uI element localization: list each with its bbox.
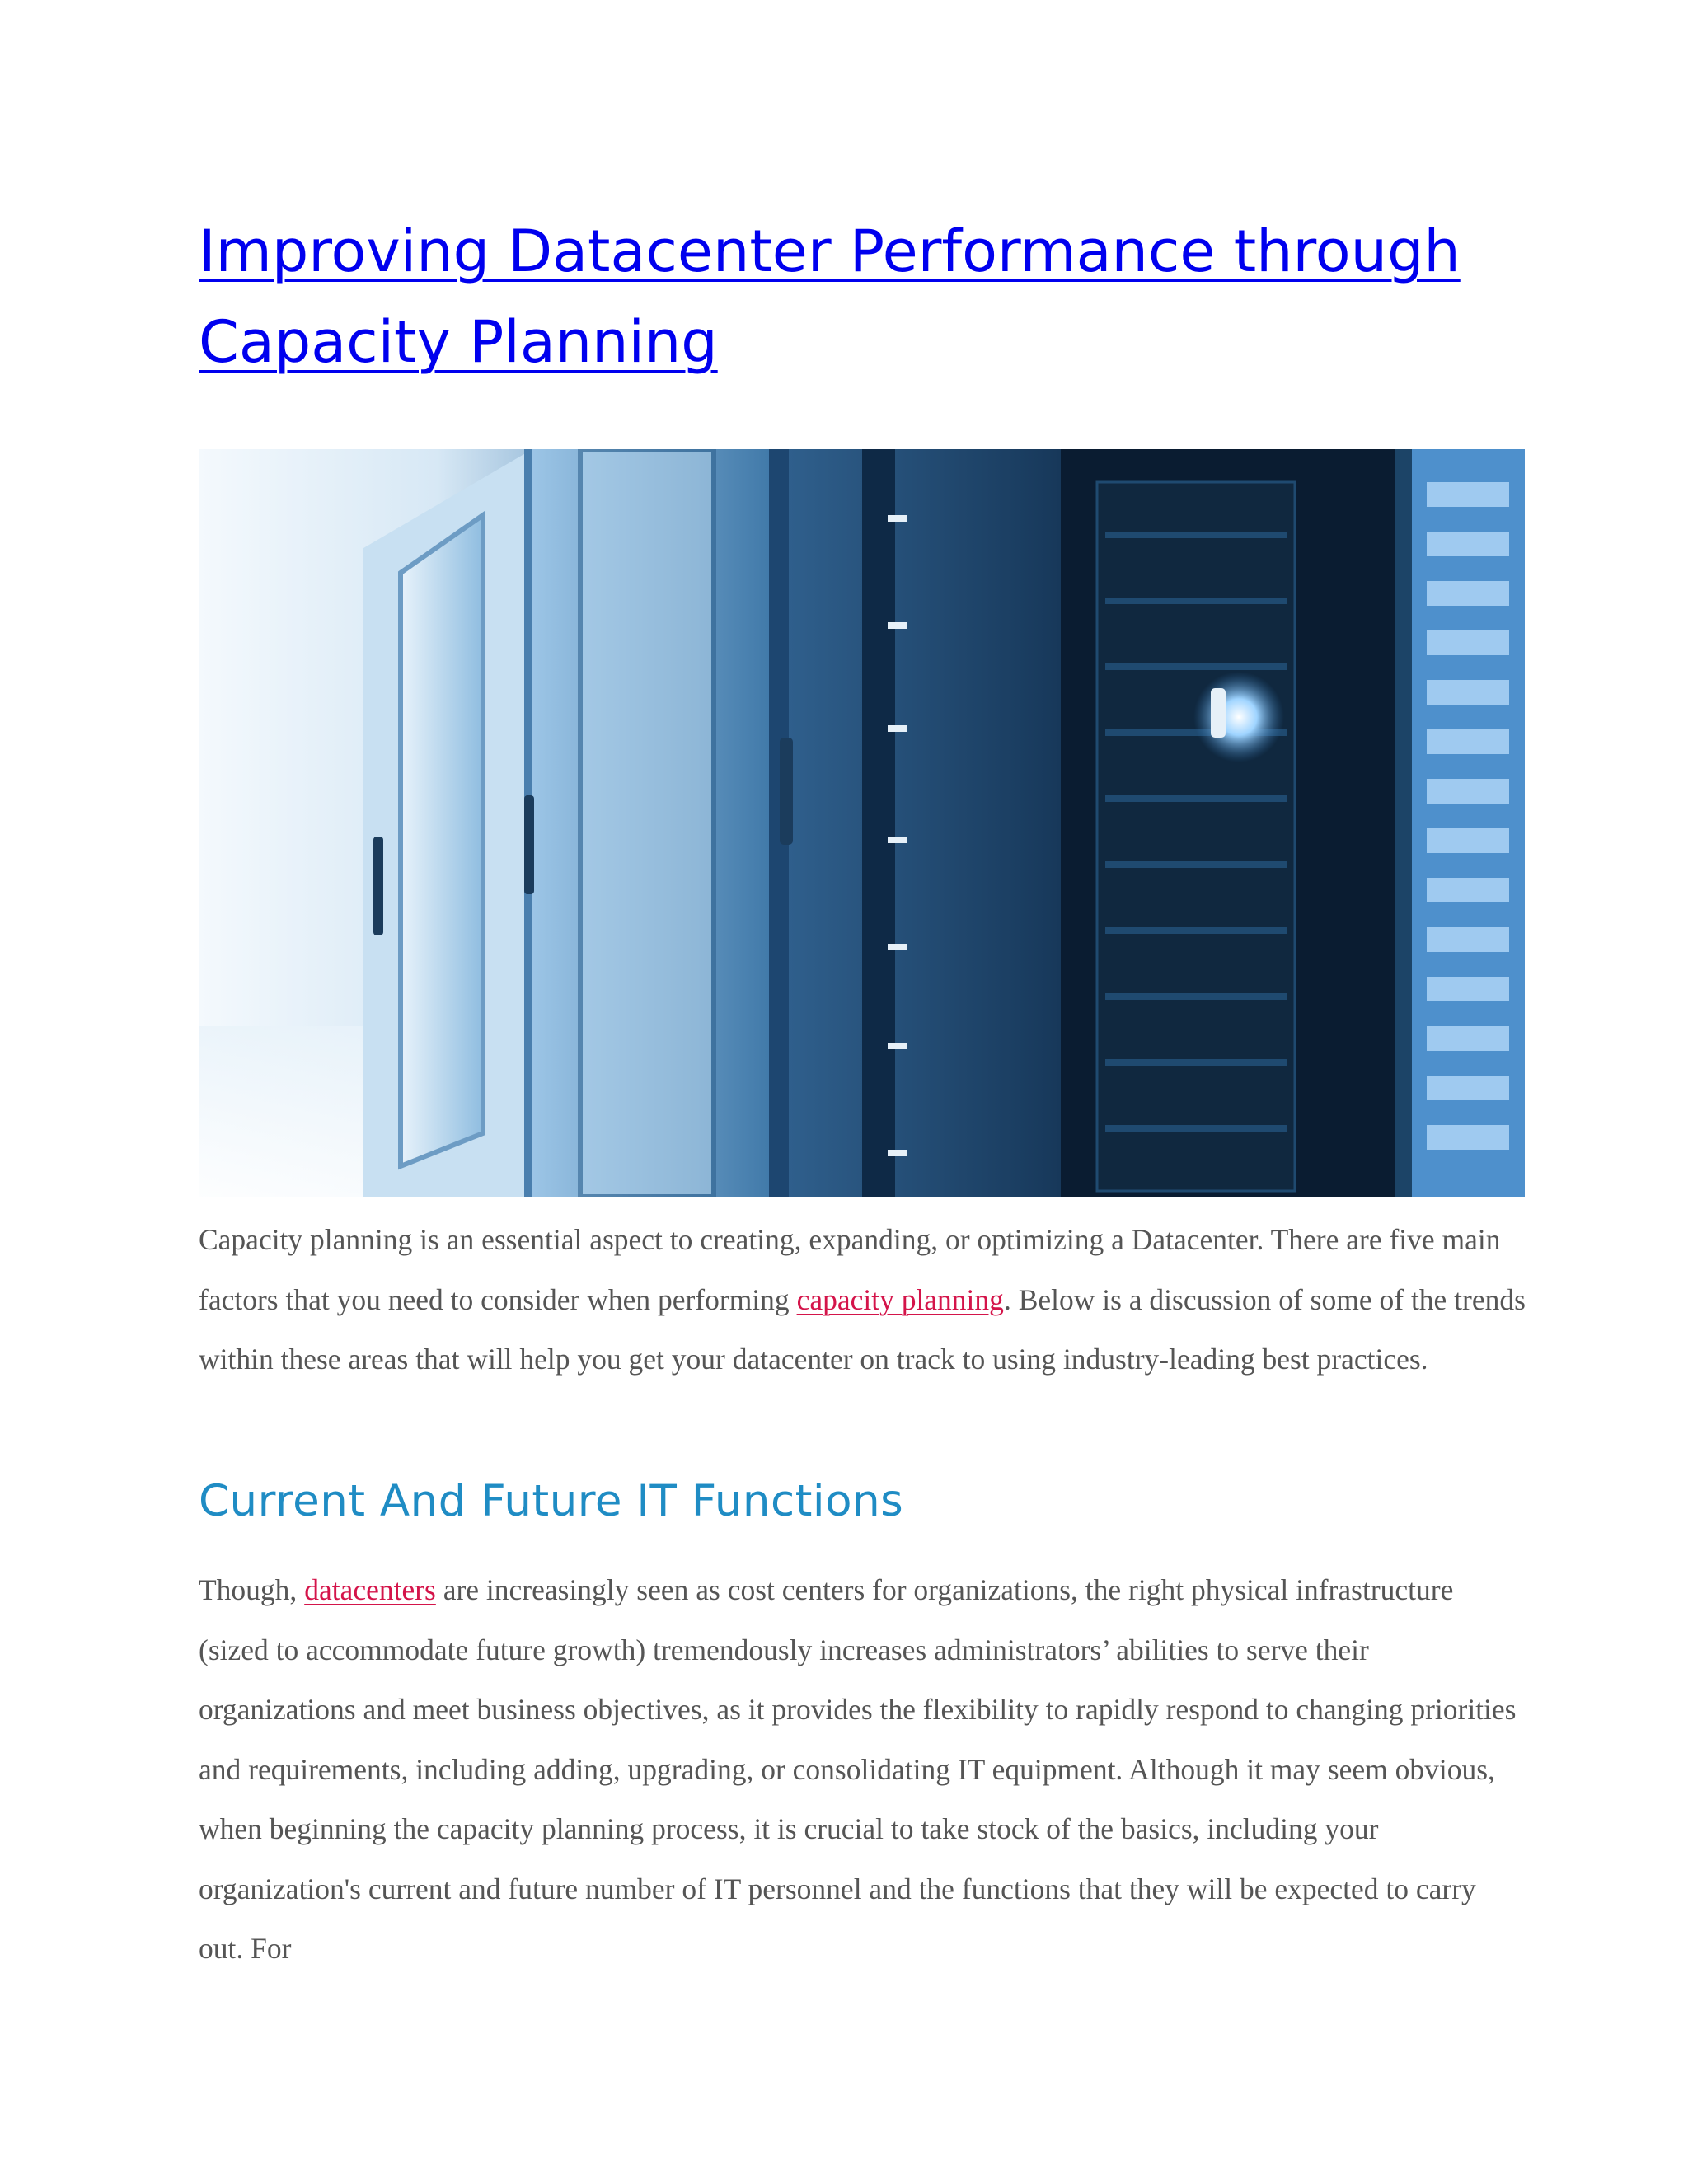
section-paragraph (199, 1560, 1526, 1979)
article-header (199, 206, 1526, 387)
hero-image (199, 449, 1525, 1197)
section-text-end: are increasingly seen as cost centers for organizations, the right physical infrastructure (sized to accommodate future growth) tremendously increases administrators’ abilities to serve their organizations and meet business objectives, as it provides the flexibility to rapidly respond to changing priorities and requirements, including adding, upgrading, or consolidating IT equipment. Although it may seem obvious, when beginning the capacity planning process, it is crucial to take stock of the basics, including your organization's current and future number of IT personnel and the functions that they will be expected to carry out. For (199, 1573, 1517, 1965)
section-text-start: Though, (199, 1573, 305, 1606)
capacity-planning-link[interactable]: capacity planning (796, 1282, 1004, 1316)
section-heading: Current And Future IT Functions (199, 1476, 904, 1526)
server-racks-illustration (199, 449, 1525, 1197)
intro-paragraph (199, 1210, 1526, 1390)
intro-text-end: . Below is a discussion of some of the trends within these areas that will help you get your datacenter on track to using industry-leading best practices. (199, 1282, 1526, 1376)
intro-text-start: Capacity planning is an essential aspect to creating, expanding, or optimizing a Datacenter. There are five main factors that you need to consider when performing (199, 1223, 1501, 1316)
datacenters-link[interactable]: datacenters (304, 1573, 436, 1606)
article-title-link[interactable]: Improving Datacenter Performance through Capacity Planning (199, 218, 1461, 376)
